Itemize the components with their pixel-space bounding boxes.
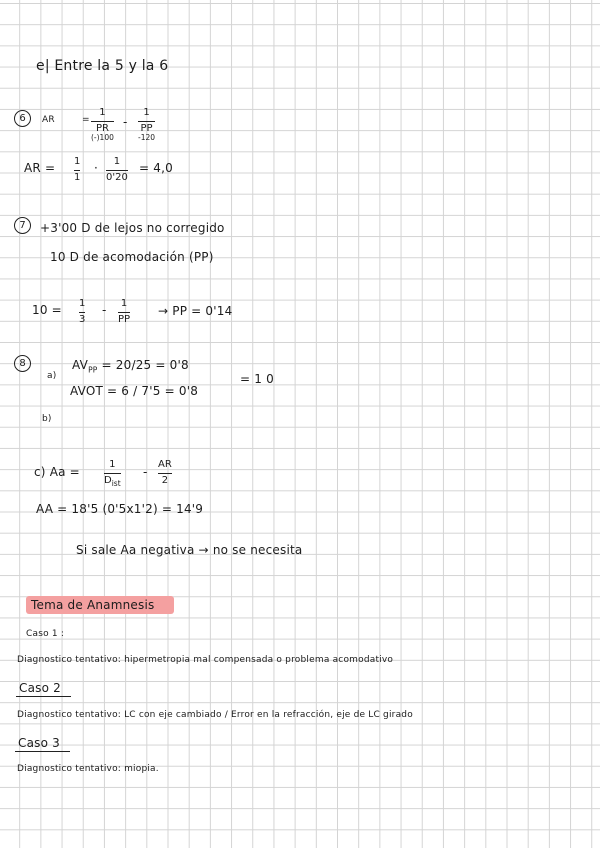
fraction-bar <box>158 473 172 474</box>
caso-2-label: Caso 2 <box>19 681 61 695</box>
q8-ratio: = 1 0 <box>240 372 274 386</box>
numerator: 1 <box>109 459 116 470</box>
numerator: 1 <box>79 298 86 309</box>
question-number-6: 6 <box>14 110 31 127</box>
q7-line2: 10 D de acomodación (PP) <box>50 250 214 264</box>
numerator: 1 <box>143 107 150 118</box>
numerator: AR <box>158 459 172 470</box>
q6-line2-lhs: AR = <box>24 161 56 175</box>
caso-1-label: Caso 1 : <box>26 629 65 639</box>
q6-fraction-2 <box>138 108 155 142</box>
fraction-bar <box>106 170 128 171</box>
q8-part-b-label: b) <box>42 414 52 424</box>
fraction-bar <box>74 170 80 171</box>
q6-dot: · <box>94 161 99 175</box>
question-number-7: 7 <box>14 217 31 234</box>
q8-c-fraction-1 <box>104 460 121 487</box>
denominator: PR <box>95 122 109 134</box>
q6-minus: - <box>123 115 128 129</box>
denominator: PP <box>140 122 153 134</box>
denominator: 0'20 <box>106 171 128 183</box>
q8-av-pp: $AV_{PP} = 20/25 = 0'8$ <box>72 358 189 375</box>
caso-3-underline <box>15 751 70 752</box>
denominator: 2 <box>161 474 169 486</box>
caso-2-diagnosis: Diagnostico tentativo: LC con eje cambiado / Error en la refracción, eje de LC girado <box>17 710 413 720</box>
denominator: 3 <box>79 313 86 325</box>
section-heading: e| Entre la 5 y la 6 <box>36 58 169 74</box>
fraction-note: (-)100 <box>91 133 114 142</box>
q8-part-c-lhs: c) Aa = <box>34 465 80 479</box>
q7-minus: - <box>102 303 107 317</box>
numerator: 1 <box>74 156 81 167</box>
q8-c-fraction-2 <box>158 460 172 486</box>
q7-fraction-2 <box>118 299 130 325</box>
q8-c-minus: - <box>143 465 148 479</box>
denominator: PP <box>118 313 131 325</box>
q8-c-line2: AA = 18'5 (0'5x1'2) = 14'9 <box>36 502 204 516</box>
denominator: 1 <box>74 171 81 183</box>
q6-line2-result: = 4,0 <box>139 161 173 175</box>
q7-result: → PP = 0'14 <box>158 304 233 318</box>
q7-fraction-1 <box>79 299 85 325</box>
caso-3-diagnosis: Diagnostico tentativo: miopia. <box>17 764 159 774</box>
fraction-bar <box>138 121 155 122</box>
question-number-8: 8 <box>14 355 31 372</box>
q7-lhs: 10 = <box>32 303 62 317</box>
caso-2-underline <box>16 696 71 697</box>
q6-equals: = <box>82 115 90 125</box>
fraction-note: -120 <box>138 133 156 142</box>
q8-note: Si sale Aa negativa → no se necesita <box>76 543 303 557</box>
fraction-bar <box>79 312 85 313</box>
q6-fraction-4 <box>106 157 128 183</box>
fraction-bar <box>91 121 114 122</box>
q8-part-a-label: a) <box>47 371 57 381</box>
q8-av-ot: AVOT = 6 / 7'5 = 0'8 <box>70 384 199 398</box>
q6-fraction-3 <box>74 157 80 183</box>
q7-line1: +3'00 D de lejos no corregido <box>40 221 225 235</box>
caso-1-diagnosis: Diagnostico tentativo: hipermetropia mal compensada o problema acomodativo <box>17 655 394 665</box>
anamnesis-title: Tema de Anamnesis <box>31 598 155 612</box>
numerator: 1 <box>99 107 106 118</box>
q6-fraction-1 <box>91 108 114 142</box>
denominator: $D_{ist}$ <box>104 474 121 488</box>
numerator: 1 <box>113 156 121 167</box>
caso-3-label: Caso 3 <box>18 736 60 750</box>
q6-lhs: AR <box>42 115 55 125</box>
numerator: 1 <box>120 298 128 309</box>
fraction-bar <box>118 312 130 313</box>
fraction-bar <box>104 473 121 474</box>
